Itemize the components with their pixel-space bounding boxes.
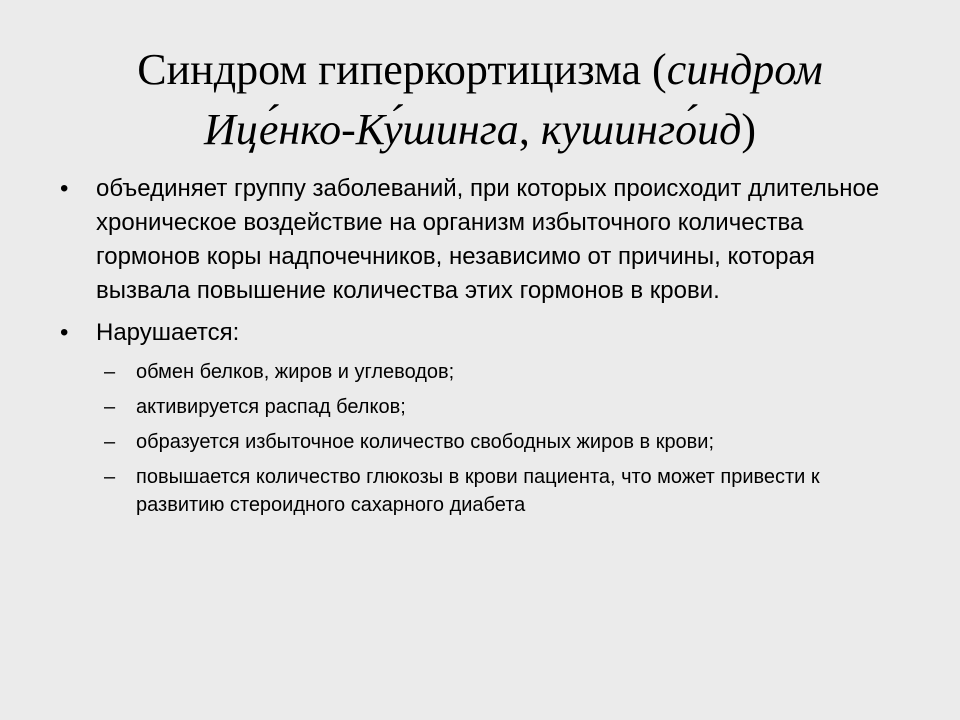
title-text: Синдром гиперкортицизма ( bbox=[137, 45, 667, 94]
sub-item-text: повышается количество глюкозы в крови пациента, что может привести к развитию стероидного сахарного диабета bbox=[136, 466, 820, 516]
title-closing-paren: ) bbox=[741, 105, 757, 154]
bullet-marker: • bbox=[60, 319, 69, 346]
title-italic-synonym: синдром Ице́нко-Ку́шинга bbox=[203, 45, 823, 154]
slide-title bbox=[60, 40, 900, 160]
bullet-text: Нарушается: bbox=[96, 319, 240, 346]
title-separator: , bbox=[518, 105, 541, 154]
bullet-marker: • bbox=[60, 175, 69, 202]
sub-list-item bbox=[100, 463, 896, 519]
bullet-item-definition bbox=[56, 172, 896, 308]
title-italic-cushingoid: кушинго́ид bbox=[540, 105, 742, 154]
sub-list-item bbox=[100, 393, 896, 421]
sub-list-item bbox=[100, 428, 896, 456]
sub-item-text: образуется избыточное количество свободных жиров в крови; bbox=[136, 431, 715, 453]
dash-marker: – bbox=[104, 466, 116, 488]
dash-marker: – bbox=[104, 431, 116, 453]
dash-marker: – bbox=[104, 396, 116, 418]
bullet-item-disturbed bbox=[56, 316, 896, 350]
dash-marker: – bbox=[104, 361, 116, 383]
bullet-text: объединяет группу заболеваний, при которых происходит длительное хроническое воздействие на организм избыточного количества гормонов коры надпочечников, независимо от причины, которая вызвала повышение количества этих гормонов в крови. bbox=[96, 175, 880, 304]
sub-list-item bbox=[100, 358, 896, 386]
sub-list bbox=[100, 358, 896, 519]
slide-content bbox=[56, 172, 896, 526]
sub-item-text: активируется распад белков; bbox=[136, 396, 406, 418]
sub-item-text: обмен белков, жиров и углеводов; bbox=[136, 361, 455, 383]
